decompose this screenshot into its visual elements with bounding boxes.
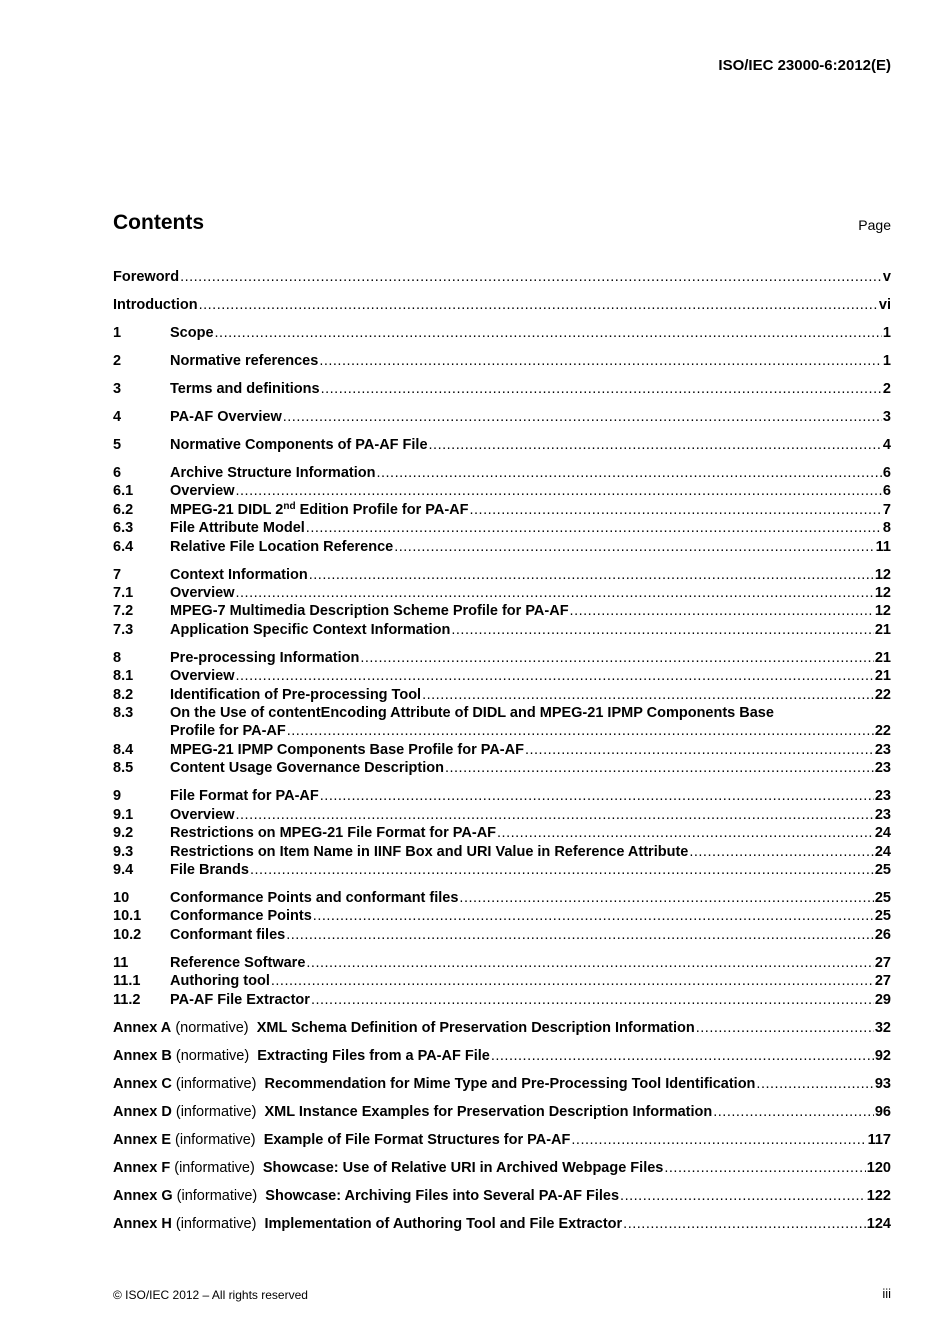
annex-type: (informative) — [175, 1215, 257, 1232]
annex-page: 122 — [866, 1187, 891, 1204]
dot-leader — [287, 722, 874, 740]
annex-title: Example of File Format Structures for PA-AF — [263, 1131, 571, 1148]
toc-entry-title: MPEG-7 Multimedia Description Scheme Profile for PA-AF — [170, 603, 569, 620]
toc-entry[interactable] — [113, 686, 891, 704]
document-standard-id: ISO/IEC 23000-6:2012(E) — [718, 57, 891, 74]
annex-type: (informative) — [175, 1103, 257, 1120]
toc-entry-number: 11.2 — [113, 991, 141, 1008]
toc-entry[interactable] — [113, 584, 891, 602]
dot-leader — [311, 991, 874, 1009]
toc-entry-page: 24 — [874, 825, 891, 842]
toc-entry-title: Normative references — [170, 353, 319, 369]
toc-entry-number: 10.2 — [113, 926, 142, 943]
annex-type: (informative) — [175, 1075, 257, 1092]
dot-leader — [319, 352, 882, 370]
toc-entry-number: 11 — [113, 954, 129, 971]
dot-leader — [236, 806, 874, 824]
dot-leader — [376, 464, 881, 482]
annex-page: 96 — [874, 1103, 891, 1120]
dot-leader — [571, 1131, 866, 1149]
toc-entry-title: MPEG-21 IPMP Components Base Profile for PA-AF — [170, 741, 524, 758]
dot-leader — [713, 1103, 874, 1121]
toc-entry-title: Restrictions on MPEG-21 File Format for PA-AF — [170, 825, 497, 842]
toc-entry-page: 12 — [874, 603, 891, 620]
toc-entry-title: Relative File Location Reference — [170, 538, 394, 555]
toc-entry-number: 6.2 — [113, 501, 134, 518]
toc-entry-title: Application Specific Context Information — [170, 621, 451, 638]
dot-leader — [620, 1187, 866, 1205]
toc-entry[interactable] — [113, 972, 891, 990]
annex-page: 117 — [867, 1131, 891, 1148]
toc-entry-number: 6.4 — [113, 538, 134, 555]
footer-copyright: © ISO/IEC 2012 – All rights reserved — [113, 1288, 308, 1302]
toc-entry[interactable] — [113, 436, 891, 454]
toc-entry-page: 27 — [874, 973, 891, 990]
toc-entry-title-part: Edition Profile for PA-AF — [295, 501, 469, 518]
annex-page: 120 — [866, 1159, 891, 1176]
toc-entry-number: 6.1 — [113, 483, 134, 500]
toc-entry-title: Reference Software — [170, 954, 306, 971]
toc-entry-title: Overview — [170, 483, 235, 500]
toc-entry[interactable] — [113, 408, 891, 426]
toc-entry[interactable] — [113, 824, 891, 842]
toc-entry-title: File Format for PA-AF — [170, 788, 319, 805]
dot-leader — [451, 621, 874, 639]
toc-entry-page: vi — [878, 297, 891, 313]
dot-leader — [623, 1215, 866, 1233]
annex-label: Annex H — [113, 1215, 172, 1232]
toc-entry-page: 12 — [874, 585, 891, 602]
dot-leader — [491, 1047, 874, 1065]
toc-entry-page: 22 — [874, 686, 891, 703]
dot-leader — [236, 584, 874, 602]
toc-entry-number: 8 — [113, 649, 122, 666]
dot-leader — [250, 861, 874, 879]
dot-leader — [394, 538, 874, 556]
annex-title: XML Instance Examples for Preservation Description Information — [264, 1103, 713, 1120]
toc-entry-page: 8 — [882, 520, 891, 537]
dot-leader — [525, 741, 874, 759]
dot-leader — [215, 324, 882, 342]
dot-leader — [271, 972, 874, 990]
dot-leader — [422, 686, 874, 704]
toc-entry-number: 10.1 — [113, 908, 142, 925]
toc-entry-number: 8.2 — [113, 686, 134, 703]
annex-entry[interactable] — [113, 1131, 891, 1149]
dot-leader — [497, 824, 874, 842]
dot-leader — [321, 380, 882, 398]
annex-label: Annex G — [113, 1187, 173, 1204]
toc-entry-number: 11.1 — [113, 973, 141, 990]
toc-entry-page: 23 — [874, 760, 891, 777]
toc-entry[interactable] — [113, 907, 891, 925]
toc-entry[interactable] — [113, 889, 891, 907]
annex-page: 93 — [874, 1075, 891, 1092]
dot-leader — [470, 501, 882, 519]
toc-entry-number: 9.1 — [113, 806, 134, 823]
annex-page: 124 — [866, 1215, 891, 1232]
toc-entry-page: 2 — [882, 381, 891, 397]
dot-leader — [360, 649, 874, 667]
annex-type: (normative) — [175, 1047, 250, 1064]
toc-entry-title: Terms and definitions — [170, 381, 320, 397]
toc-entry-page: 21 — [874, 668, 891, 685]
annex-title: Implementation of Authoring Tool and File Extractor — [264, 1215, 623, 1232]
toc-entry-title: Overview — [170, 668, 235, 685]
ordinal-superscript: nd — [283, 500, 296, 512]
toc-entry-page: 23 — [874, 806, 891, 823]
toc-entry-title: Profile for PA-AF — [170, 723, 286, 740]
dot-leader — [664, 1159, 865, 1177]
dot-leader — [306, 519, 882, 537]
toc-entry-number: 7.2 — [113, 603, 134, 620]
toc-entry-page: 24 — [874, 843, 891, 860]
toc-entry-page: 6 — [882, 483, 891, 500]
toc-entry-number: 1 — [113, 325, 122, 341]
toc-entry-title: Identification of Pre-processing Tool — [170, 686, 422, 703]
toc-entry-page: 25 — [874, 861, 891, 878]
toc-entry-title: Normative Components of PA-AF File — [170, 437, 428, 453]
toc-entry-page: 7 — [882, 501, 891, 518]
annex-label: Annex A — [113, 1019, 172, 1036]
toc-entry-number: 7.1 — [113, 585, 134, 602]
toc-entry[interactable] — [113, 324, 891, 342]
toc-entry-title: Conformance Points and conformant files — [170, 889, 459, 906]
annex-title: Showcase: Use of Relative URI in Archived Webpage Files — [262, 1159, 664, 1176]
toc-entry[interactable] — [113, 649, 891, 667]
toc-entry[interactable] — [113, 602, 891, 620]
dot-leader — [756, 1075, 873, 1093]
toc-entry-number: 3 — [113, 381, 122, 397]
toc-entry-number: 8.5 — [113, 760, 134, 777]
annex-label: Annex C — [113, 1075, 172, 1092]
toc-entry[interactable] — [113, 861, 891, 879]
toc-entry-title: Archive Structure Information — [170, 465, 376, 481]
contents-title: Contents — [113, 211, 204, 234]
toc-entry-number: 7 — [113, 566, 122, 583]
toc-entry-number: 6 — [113, 465, 122, 481]
toc-entry[interactable] — [113, 519, 891, 537]
toc-entry-page: 23 — [874, 741, 891, 758]
footer-page-number: iii — [882, 1286, 891, 1301]
annex-title: Extracting Files from a PA-AF File — [257, 1047, 490, 1064]
toc-entry[interactable] — [113, 787, 891, 805]
toc-entry[interactable] — [113, 759, 891, 777]
toc-entry-page: 25 — [874, 908, 891, 925]
annex-label: Annex F — [113, 1159, 171, 1176]
toc-entry-title: Context Information — [170, 566, 308, 583]
toc-entry[interactable] — [113, 566, 891, 584]
annex-type: (normative) — [175, 1019, 249, 1036]
toc-entry[interactable] — [113, 954, 891, 972]
toc-entry-number: 10 — [113, 889, 130, 906]
toc-entry-number: 8.4 — [113, 741, 134, 758]
toc-entry[interactable] — [113, 741, 891, 759]
toc-entry-page: 22 — [874, 723, 891, 740]
toc-entry-title: Pre-processing Information — [170, 649, 360, 666]
toc-entry-page: 25 — [874, 889, 891, 906]
toc-entry-number: 9 — [113, 788, 122, 805]
page-column-label: Page — [858, 217, 891, 233]
annex-type: (informative) — [175, 1131, 256, 1148]
toc-entry-page: 3 — [882, 409, 891, 425]
annex-type: (informative) — [176, 1187, 258, 1204]
toc-entry-title: Introduction — [113, 297, 198, 313]
toc-entry-title: Scope — [170, 325, 214, 341]
toc-entry[interactable] — [113, 621, 891, 639]
dot-leader — [570, 602, 874, 620]
annex-entry[interactable] — [113, 1103, 891, 1121]
annex-entry[interactable] — [113, 1019, 891, 1037]
toc-entry-number: 2 — [113, 353, 122, 369]
toc-entry-title: Content Usage Governance Description — [170, 760, 444, 777]
toc-entry-title: Conformance Points — [170, 908, 312, 925]
toc-entry-number: 9.3 — [113, 843, 134, 860]
annex-entry[interactable] — [113, 1075, 891, 1093]
toc-entry-title-line: On the Use of contentEncoding Attribute of DIDL and MPEG-21 IPMP Components Base — [170, 705, 774, 722]
toc-entry-page: 29 — [874, 991, 891, 1008]
toc-entry[interactable] — [113, 806, 891, 824]
annex-type: (informative) — [174, 1159, 255, 1176]
toc-entry[interactable] — [113, 843, 891, 861]
toc-entry-title: Overview — [170, 806, 235, 823]
toc-entry[interactable] — [113, 991, 891, 1009]
dot-leader — [459, 889, 873, 907]
toc-entry[interactable] — [113, 667, 891, 685]
dot-leader — [236, 667, 874, 685]
toc-entry-number: 8.3 — [113, 705, 134, 722]
annex-label: Annex B — [113, 1047, 172, 1064]
toc-entry[interactable] — [113, 352, 891, 370]
annex-entry[interactable] — [113, 1215, 891, 1233]
annex-title: Recommendation for Mime Type and Pre-Processing Tool Identification — [264, 1075, 756, 1092]
toc-entry-title: PA-AF File Extractor — [170, 991, 310, 1008]
dot-leader — [429, 436, 882, 454]
dot-leader — [320, 787, 874, 805]
dot-leader — [689, 843, 874, 861]
toc-entry-page: 26 — [874, 926, 891, 943]
annex-entry[interactable] — [113, 1187, 891, 1205]
toc-entry-page: 6 — [882, 465, 891, 481]
dot-leader — [283, 408, 882, 426]
dot-leader — [445, 759, 874, 777]
toc-entry-page: 21 — [874, 621, 891, 638]
toc-entry[interactable] — [113, 296, 891, 314]
toc-entry[interactable] — [113, 704, 891, 741]
dot-leader — [199, 296, 878, 314]
toc-entry-number: 5 — [113, 437, 122, 453]
toc-entry-title: Foreword — [113, 269, 180, 285]
table-of-contents — [113, 268, 891, 1233]
annex-title: XML Schema Definition of Preservation Description Information — [256, 1019, 695, 1036]
toc-entry[interactable] — [113, 268, 891, 286]
toc-entry-title-part: MPEG-21 DIDL 2 — [170, 501, 284, 518]
dot-leader — [313, 907, 874, 925]
annex-entry[interactable] — [113, 1047, 891, 1065]
toc-entry-page: 1 — [882, 325, 891, 341]
toc-entry-title: File Brands — [170, 861, 249, 878]
annex-entry[interactable] — [113, 1159, 891, 1177]
toc-entry-page: 21 — [874, 649, 891, 666]
toc-entry-title: Conformant files — [170, 926, 286, 943]
toc-entry[interactable] — [113, 501, 891, 519]
toc-entry[interactable] — [113, 464, 891, 482]
toc-entry[interactable] — [113, 538, 891, 556]
toc-entry-title: File Attribute Model — [170, 520, 305, 537]
toc-entry[interactable] — [113, 926, 891, 944]
dot-leader — [696, 1019, 874, 1037]
toc-entry-title: PA-AF Overview — [170, 409, 282, 425]
toc-entry-page: 4 — [882, 437, 891, 453]
toc-entry-title: Overview — [170, 585, 235, 602]
annex-label: Annex E — [113, 1131, 172, 1148]
toc-entry[interactable] — [113, 380, 891, 398]
toc-entry-number: 7.3 — [113, 621, 134, 638]
toc-entry-page: 27 — [874, 954, 891, 971]
toc-entry[interactable] — [113, 482, 891, 500]
toc-entry-page: v — [882, 269, 891, 285]
annex-page: 32 — [874, 1019, 891, 1036]
annex-page: 92 — [874, 1047, 891, 1064]
dot-leader — [309, 566, 874, 584]
annex-title: Showcase: Archiving Files into Several PA-AF Files — [265, 1187, 620, 1204]
toc-entry-number: 9.4 — [113, 861, 134, 878]
toc-entry-number: 8.1 — [113, 668, 134, 685]
toc-entry-page: 23 — [874, 788, 891, 805]
toc-entry-number: 6.3 — [113, 520, 134, 537]
dot-leader — [286, 926, 874, 944]
toc-entry-number: 4 — [113, 409, 122, 425]
toc-entry-page: 1 — [882, 353, 891, 369]
toc-entry-page: 12 — [874, 566, 891, 583]
dot-leader — [236, 482, 882, 500]
toc-entry-number: 9.2 — [113, 825, 134, 842]
toc-entry-title: Restrictions on Item Name in IINF Box and URI Value in Reference Attribute — [170, 843, 689, 860]
dot-leader — [306, 954, 873, 972]
dot-leader — [180, 268, 882, 286]
toc-entry-page: 11 — [875, 538, 891, 555]
toc-entry-title — [170, 501, 469, 519]
toc-entry-title: Authoring tool — [170, 973, 270, 990]
annex-label: Annex D — [113, 1103, 172, 1120]
